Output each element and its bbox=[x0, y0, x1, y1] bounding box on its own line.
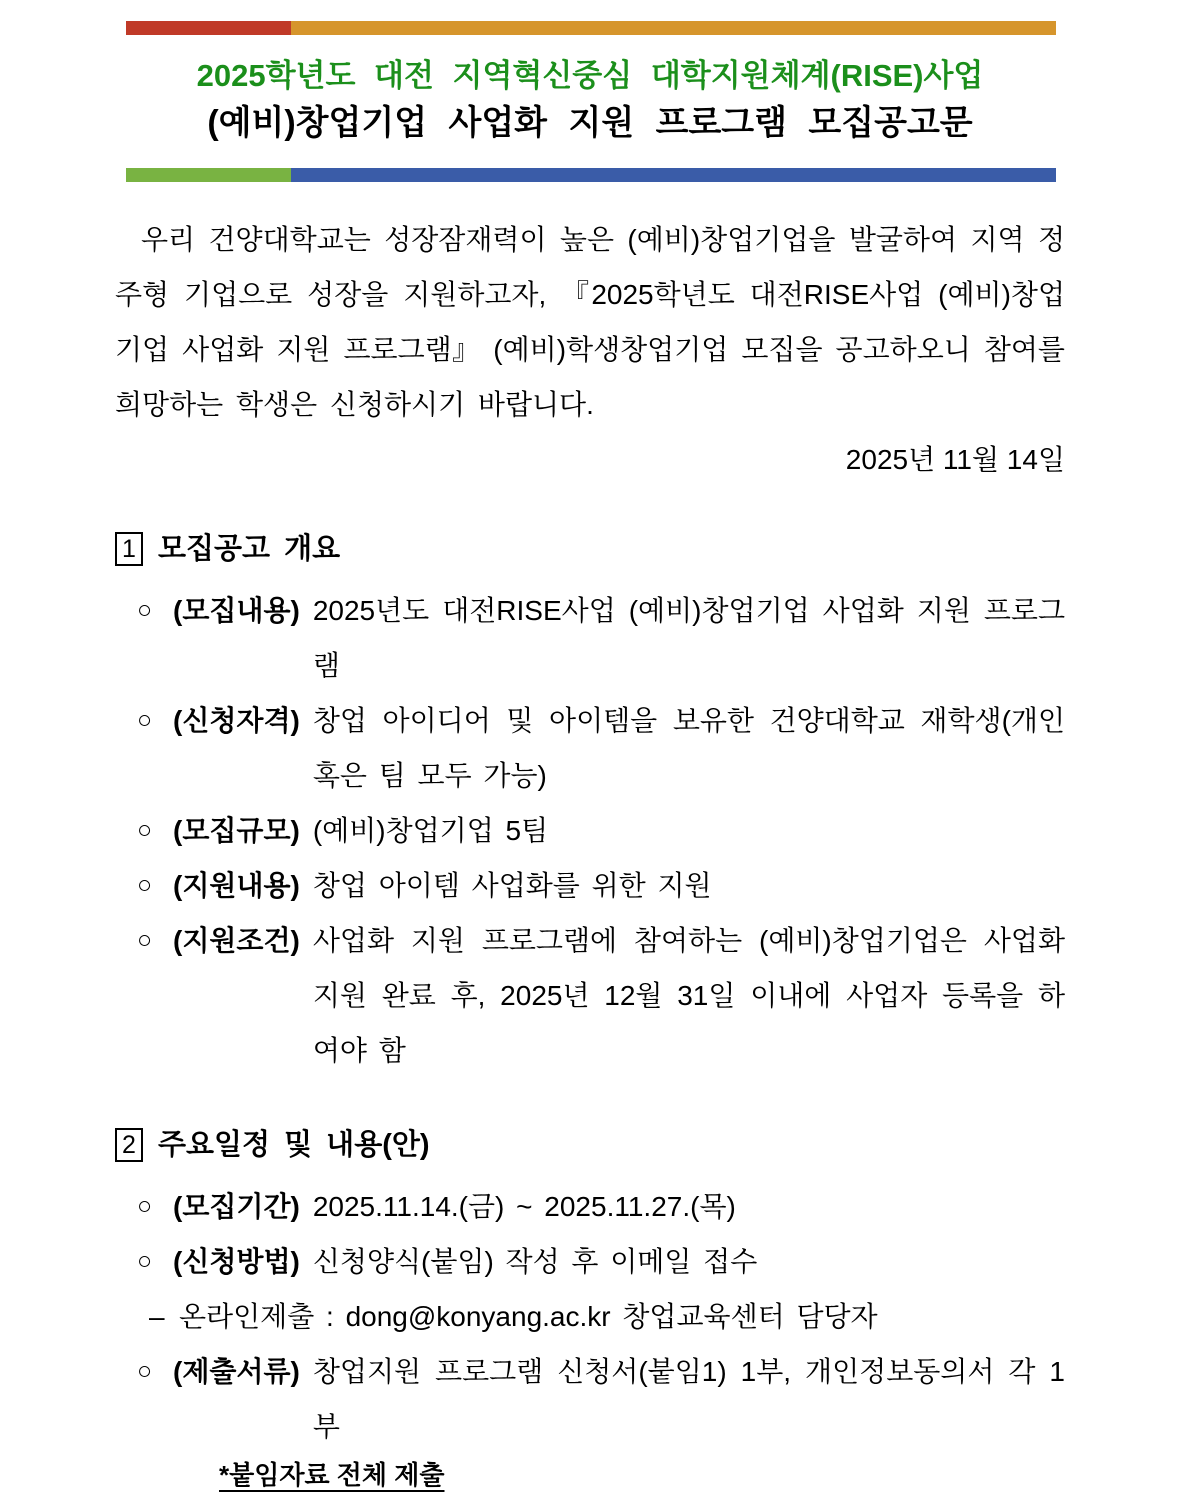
item-text: 온라인제출 : dong@konyang.ac.kr 창업교육센터 담당자 bbox=[179, 1301, 878, 1332]
document-page bbox=[115, 0, 1065, 1496]
section2-items bbox=[137, 1179, 1065, 1496]
list-item bbox=[137, 803, 1065, 858]
document-title-line1: 2025학년도 대전 지역혁신중심 대학지원체계(RISE)사업 bbox=[196, 58, 984, 93]
top-accent-bar bbox=[126, 21, 1056, 35]
item-label: (제출서류) bbox=[173, 1356, 300, 1387]
circle-bullet-icon: ○ bbox=[137, 871, 153, 899]
document-title-line2: (예비)창업기업 사업화 지원 프로그램 모집공고문 bbox=[207, 104, 973, 142]
item-label: (신청방법) bbox=[173, 1246, 300, 1277]
section2-header bbox=[115, 1123, 1065, 1167]
item-text: 창업지원 프로그램 신청서(붙임1) 1부, 개인정보동의서 각 1부 bbox=[312, 1356, 1065, 1442]
list-subitem-online-submission bbox=[149, 1289, 1065, 1344]
circle-bullet-icon: ○ bbox=[137, 926, 153, 954]
attachment-note: *붙임자료 전체 제출 bbox=[219, 1460, 445, 1490]
list-item bbox=[137, 693, 1065, 803]
list-item bbox=[137, 583, 1065, 693]
item-label: (지원조건) bbox=[173, 925, 300, 956]
item-text: 2025.11.14.(금) ~ 2025.11.27.(목) bbox=[312, 1191, 736, 1222]
list-item bbox=[137, 858, 1065, 913]
item-text: 사업화 지원 프로그램에 참여하는 (예비)창업기업은 사업화 지원 완료 후, 2025년 12월 31일 이내에 사업자 등록을 하여야 함 bbox=[312, 925, 1065, 1066]
circle-bullet-icon: ○ bbox=[137, 596, 153, 624]
item-text: 창업 아이디어 및 아이템을 보유한 건양대학교 재학생(개인 혹은 팀 모두 가능) bbox=[312, 705, 1065, 791]
list-item bbox=[137, 1344, 1065, 1454]
section1-title: 모집공고 개요 bbox=[158, 533, 341, 565]
dash-bullet-icon: – bbox=[149, 1301, 165, 1332]
item-text: 2025년도 대전RISE사업 (예비)창업기업 사업화 지원 프로그램 bbox=[312, 595, 1065, 681]
item-label: (신청자격) bbox=[173, 705, 300, 736]
circle-bullet-icon: ○ bbox=[137, 1357, 153, 1385]
section-recruitment-overview bbox=[115, 527, 1065, 1078]
announcement-date: 2025년 11월 14일 bbox=[845, 444, 1065, 475]
circle-bullet-icon: ○ bbox=[137, 816, 153, 844]
circle-bullet-icon: ○ bbox=[137, 706, 153, 734]
divider-blue-segment bbox=[291, 168, 1056, 182]
item-text: 창업 아이템 사업화를 위한 지원 bbox=[312, 870, 712, 901]
item-label: (모집내용) bbox=[173, 595, 300, 626]
top-bar-red-segment bbox=[126, 21, 291, 35]
list-item bbox=[137, 1179, 1065, 1234]
item-label: (모집규모) bbox=[173, 815, 300, 846]
top-bar-orange-segment bbox=[291, 21, 1056, 35]
divider-green-segment bbox=[126, 168, 291, 182]
list-item bbox=[137, 1234, 1065, 1289]
circle-bullet-icon: ○ bbox=[137, 1192, 153, 1220]
item-text: 신청양식(붙임) 작성 후 이메일 접수 bbox=[312, 1246, 758, 1277]
section1-items bbox=[137, 583, 1065, 1078]
item-text: (예비)창업기업 5팀 bbox=[312, 815, 549, 846]
item-label: (모집기간) bbox=[173, 1191, 300, 1222]
section2-number-box: 2 bbox=[115, 1128, 143, 1162]
section1-header bbox=[115, 527, 1065, 571]
list-item bbox=[137, 913, 1065, 1078]
intro-paragraph: 우리 건양대학교는 성장잠재력이 높은 (예비)창업기업을 발굴하여 지역 정주형 기업으로 성장을 지원하고자, 『2025학년도 대전RISE사업 (예비)창업기업 사업화 지원 프로그램』 (예비)학생창업기업 모집을 공고하오니 참여를 희망하는 학생은 신청하시기 바랍니다. bbox=[115, 224, 1065, 420]
item-label: (지원내용) bbox=[173, 870, 300, 901]
section-schedule-and-details bbox=[115, 1123, 1065, 1496]
divider-accent-bar bbox=[126, 168, 1056, 182]
section2-title: 주요일정 및 내용(안) bbox=[158, 1129, 430, 1161]
circle-bullet-icon: ○ bbox=[137, 1247, 153, 1275]
section1-number-box: 1 bbox=[115, 532, 143, 566]
